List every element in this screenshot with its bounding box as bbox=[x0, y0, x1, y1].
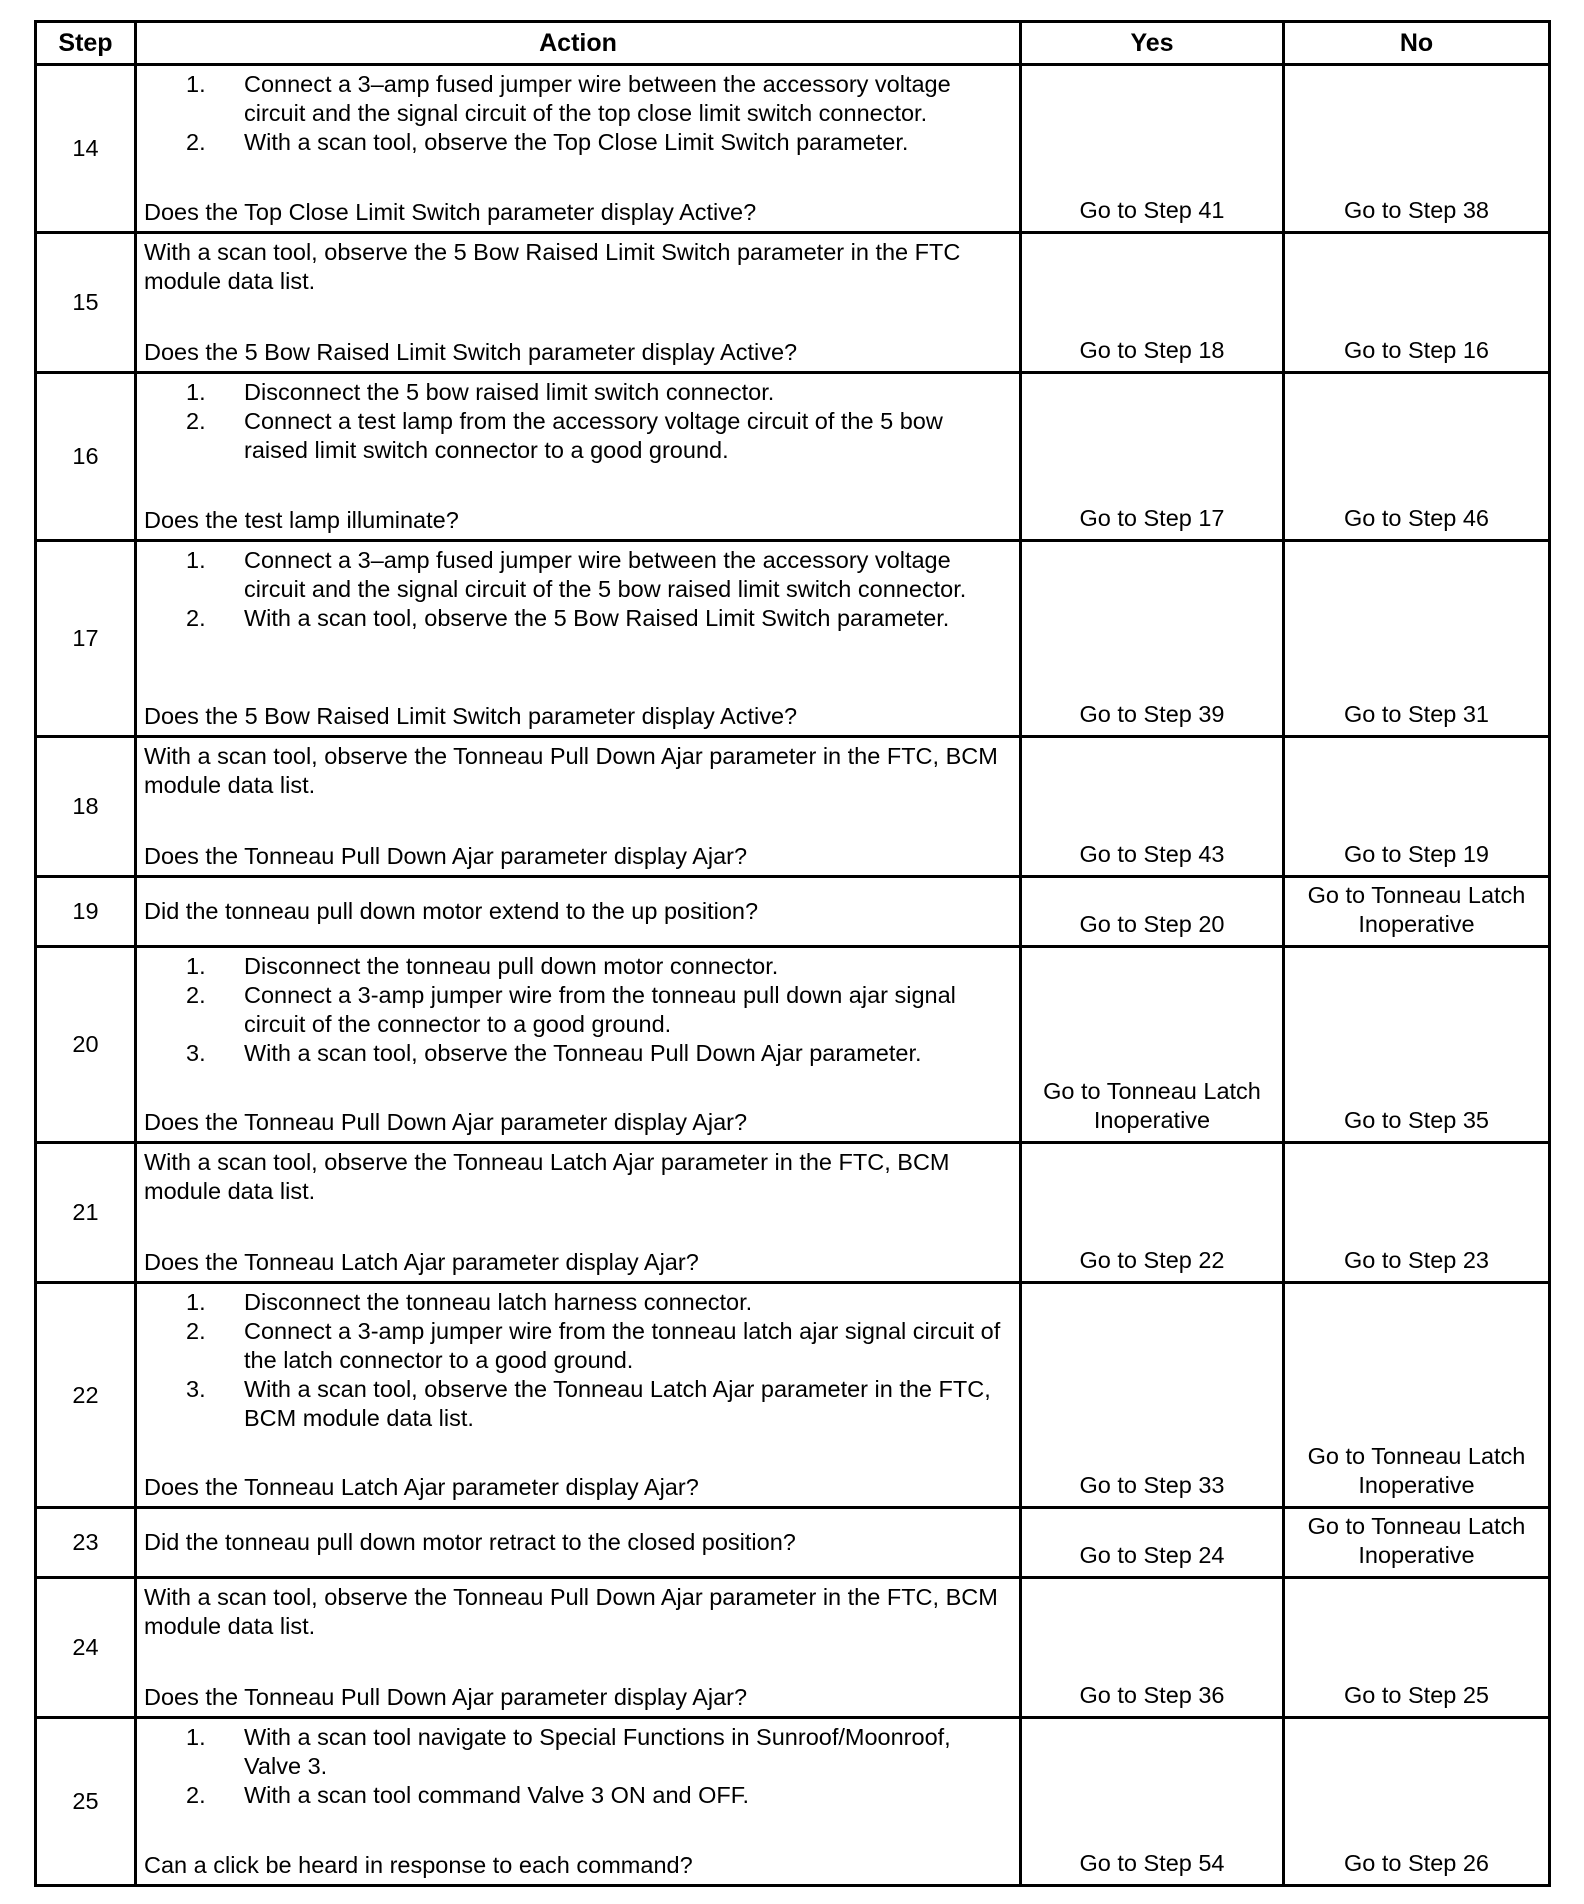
action-instruction: With a scan tool, observe the Tonneau Pull Down Ajar parameter in the FTC, BCM module data list. bbox=[144, 743, 998, 798]
action-cell bbox=[136, 1578, 1021, 1718]
step-number: 18 bbox=[36, 737, 136, 877]
yes-result: Go to Step 17 bbox=[1021, 373, 1284, 541]
table-row bbox=[36, 737, 1550, 877]
table-row bbox=[36, 233, 1550, 373]
action-step-item: With a scan tool, observe the Tonneau Latch Ajar parameter in the FTC, BCM module data list. bbox=[244, 1376, 991, 1431]
action-cell bbox=[136, 373, 1021, 541]
step-number: 25 bbox=[36, 1718, 136, 1886]
action-question: Can a click be heard in response to each command? bbox=[144, 1852, 693, 1878]
table-row bbox=[36, 1718, 1550, 1886]
action-step-item: Connect a 3-amp jumper wire from the tonneau pull down ajar signal circuit of the connector to a good ground. bbox=[244, 982, 956, 1037]
action-cell bbox=[136, 1508, 1021, 1578]
step-number: 15 bbox=[36, 233, 136, 373]
table-body bbox=[36, 65, 1550, 1886]
step-number: 24 bbox=[36, 1578, 136, 1718]
yes-result: Go to Step 33 bbox=[1021, 1283, 1284, 1508]
action-cell bbox=[136, 65, 1021, 233]
action-instruction: With a scan tool, observe the Tonneau Latch Ajar parameter in the FTC, BCM module data list. bbox=[144, 1149, 950, 1204]
table-row bbox=[36, 1283, 1550, 1508]
action-step-item: With a scan tool, observe the 5 Bow Raised Limit Switch parameter. bbox=[244, 605, 950, 631]
action-steps-list bbox=[144, 1288, 1013, 1433]
diagnostic-table-container bbox=[34, 20, 1548, 1884]
action-cell bbox=[136, 947, 1021, 1143]
action-cell bbox=[136, 1718, 1021, 1886]
step-number: 21 bbox=[36, 1143, 136, 1283]
yes-result: Go to Step 24 bbox=[1021, 1508, 1284, 1578]
action-instruction: Did the tonneau pull down motor retract to the closed position? bbox=[144, 1529, 796, 1555]
action-step-item: With a scan tool command Valve 3 ON and OFF. bbox=[244, 1782, 750, 1808]
header-action: Action bbox=[136, 22, 1021, 65]
yes-result: Go to Step 36 bbox=[1021, 1578, 1284, 1718]
action-step-item: Connect a 3–amp fused jumper wire between the accessory voltage circuit and the signal circuit of the 5 bow raised limit switch connector. bbox=[244, 547, 967, 602]
header-step: Step bbox=[36, 22, 136, 65]
no-result: Go to Tonneau Latch Inoperative bbox=[1284, 877, 1550, 947]
action-question: Does the Tonneau Pull Down Ajar parameter display Ajar? bbox=[144, 1109, 748, 1135]
step-number: 20 bbox=[36, 947, 136, 1143]
table-row bbox=[36, 877, 1550, 947]
action-question: Does the Tonneau Latch Ajar parameter display Ajar? bbox=[144, 1249, 699, 1275]
action-cell bbox=[136, 233, 1021, 373]
action-steps-list bbox=[144, 952, 1013, 1068]
action-question: Does the 5 Bow Raised Limit Switch parameter display Active? bbox=[144, 339, 798, 365]
no-result: Go to Step 38 bbox=[1284, 65, 1550, 233]
no-result: Go to Step 31 bbox=[1284, 541, 1550, 737]
action-step-item: Disconnect the tonneau pull down motor connector. bbox=[244, 953, 779, 979]
no-result: Go to Step 26 bbox=[1284, 1718, 1550, 1886]
yes-result: Go to Step 54 bbox=[1021, 1718, 1284, 1886]
header-no: No bbox=[1284, 22, 1550, 65]
step-number: 19 bbox=[36, 877, 136, 947]
no-result: Go to Step 23 bbox=[1284, 1143, 1550, 1283]
action-step-item: Connect a 3-amp jumper wire from the tonneau latch ajar signal circuit of the latch connector to a good ground. bbox=[244, 1318, 1001, 1373]
action-step-item: Connect a test lamp from the accessory voltage circuit of the 5 bow raised limit switch connector to a good ground. bbox=[244, 408, 943, 463]
action-cell bbox=[136, 1283, 1021, 1508]
action-cell bbox=[136, 737, 1021, 877]
yes-result: Go to Step 20 bbox=[1021, 877, 1284, 947]
action-steps-list bbox=[144, 70, 1013, 157]
yes-result: Go to Step 43 bbox=[1021, 737, 1284, 877]
action-step-item: With a scan tool, observe the Tonneau Pull Down Ajar parameter. bbox=[244, 1040, 922, 1066]
action-steps-list bbox=[144, 546, 1013, 633]
action-question: Does the Tonneau Latch Ajar parameter display Ajar? bbox=[144, 1474, 699, 1500]
action-steps-list bbox=[144, 378, 1013, 465]
action-step-item: Disconnect the 5 bow raised limit switch connector. bbox=[244, 379, 775, 405]
action-step-item: Connect a 3–amp fused jumper wire between the accessory voltage circuit and the signal circuit of the top close limit switch connector. bbox=[244, 71, 951, 126]
diagnostic-table bbox=[34, 20, 1551, 1887]
header-row bbox=[36, 22, 1550, 65]
table-row bbox=[36, 373, 1550, 541]
table-row bbox=[36, 1578, 1550, 1718]
yes-result: Go to Step 41 bbox=[1021, 65, 1284, 233]
action-step-item: With a scan tool, observe the Top Close Limit Switch parameter. bbox=[244, 129, 909, 155]
no-result: Go to Step 16 bbox=[1284, 233, 1550, 373]
step-number: 22 bbox=[36, 1283, 136, 1508]
no-result: Go to Tonneau Latch Inoperative bbox=[1284, 1508, 1550, 1578]
action-cell bbox=[136, 541, 1021, 737]
header-yes: Yes bbox=[1021, 22, 1284, 65]
action-instruction: Did the tonneau pull down motor extend to the up position? bbox=[144, 898, 759, 924]
action-step-item: Disconnect the tonneau latch harness connector. bbox=[244, 1289, 753, 1315]
yes-result: Go to Tonneau Latch Inoperative bbox=[1021, 947, 1284, 1143]
yes-result: Go to Step 39 bbox=[1021, 541, 1284, 737]
action-instruction: With a scan tool, observe the Tonneau Pull Down Ajar parameter in the FTC, BCM module data list. bbox=[144, 1584, 998, 1639]
no-result: Go to Tonneau Latch Inoperative bbox=[1284, 1283, 1550, 1508]
step-number: 23 bbox=[36, 1508, 136, 1578]
no-result: Go to Step 46 bbox=[1284, 373, 1550, 541]
table-row bbox=[36, 65, 1550, 233]
yes-result: Go to Step 18 bbox=[1021, 233, 1284, 373]
action-step-item: With a scan tool navigate to Special Functions in Sunroof/Moonroof, Valve 3. bbox=[244, 1724, 951, 1779]
no-result: Go to Step 19 bbox=[1284, 737, 1550, 877]
action-question: Does the Tonneau Pull Down Ajar parameter display Ajar? bbox=[144, 843, 748, 869]
no-result: Go to Step 35 bbox=[1284, 947, 1550, 1143]
table-row bbox=[36, 1508, 1550, 1578]
action-cell bbox=[136, 877, 1021, 947]
no-result: Go to Step 25 bbox=[1284, 1578, 1550, 1718]
step-number: 14 bbox=[36, 65, 136, 233]
action-cell bbox=[136, 1143, 1021, 1283]
step-number: 16 bbox=[36, 373, 136, 541]
action-question: Does the test lamp illuminate? bbox=[144, 507, 459, 533]
yes-result: Go to Step 22 bbox=[1021, 1143, 1284, 1283]
step-number: 17 bbox=[36, 541, 136, 737]
table-row bbox=[36, 541, 1550, 737]
action-question: Does the Tonneau Pull Down Ajar parameter display Ajar? bbox=[144, 1684, 748, 1710]
table-row bbox=[36, 1143, 1550, 1283]
action-question: Does the 5 Bow Raised Limit Switch parameter display Active? bbox=[144, 703, 798, 729]
table-row bbox=[36, 947, 1550, 1143]
action-steps-list bbox=[144, 1723, 1013, 1810]
action-question: Does the Top Close Limit Switch parameter display Active? bbox=[144, 199, 757, 225]
action-instruction: With a scan tool, observe the 5 Bow Raised Limit Switch parameter in the FTC module data list. bbox=[144, 239, 961, 294]
